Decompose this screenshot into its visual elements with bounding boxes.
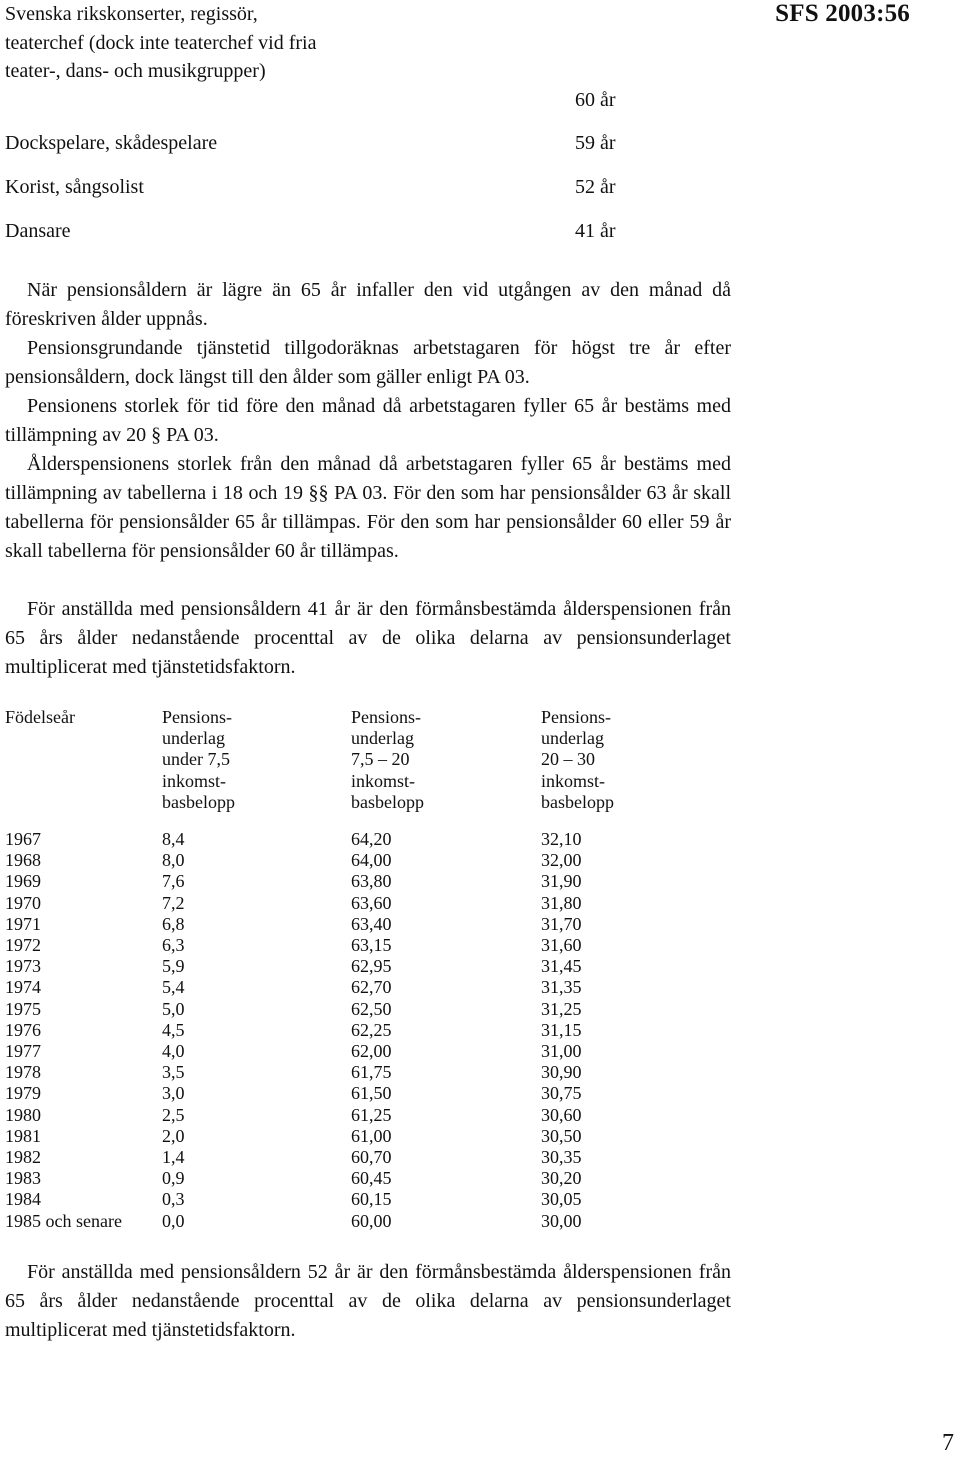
table-cell: 8,4: [162, 829, 185, 849]
table-header-7-5-20: Pensions- underlag 7,5 – 20 inkomst- basbelopp: [351, 707, 424, 812]
page-number: 7: [942, 1430, 954, 1456]
table-cell: 61,25: [351, 1104, 392, 1125]
table-cell: 60,15: [351, 1189, 392, 1210]
table-cell: 31,25: [541, 998, 582, 1019]
table-cell: 30,35: [541, 1147, 582, 1167]
table-cell: 31,15: [541, 1019, 582, 1040]
table-cell: 62,00: [351, 1041, 392, 1061]
table-cell: 30,20: [541, 1168, 582, 1189]
table-cell: 1983: [5, 1168, 41, 1189]
table-cell: 2,5: [162, 1104, 185, 1125]
table-cell: 30,50: [541, 1125, 582, 1146]
table-cell: 5,0: [162, 998, 185, 1019]
table-cell: 31,35: [541, 977, 582, 998]
table-cell: 1974: [5, 977, 41, 998]
occupation-name: Korist, sångsolist: [5, 176, 144, 198]
table-cell: 63,15: [351, 935, 392, 955]
table-cell: 64,00: [351, 850, 392, 871]
table-cell: 31,00: [541, 1041, 582, 1061]
table-cell: 1971: [5, 913, 41, 934]
table-row: [5, 1020, 765, 1041]
table-cell: 6,8: [162, 913, 185, 934]
paragraph-age-52-intro: För anställda med pensionsåldern 52 år är den förmånsbestämda ålderspensionen från 65 års ålder nedanstående procenttal av de olika delarna av pensionsunderlaget multiplicerat med tjänstetidsfaktorn.: [5, 1261, 731, 1341]
table-cell: 1967: [5, 829, 41, 849]
occupation-name: Svenska rikskonserter, regissör, teaterchef (dock inte teaterchef vid fria teater-, dans- och musikgrupper): [5, 3, 317, 83]
table-row: [5, 1105, 765, 1126]
paragraph-age-41-intro: För anställda med pensionsåldern 41 år är den förmånsbestämda ålderspensionen från 65 års ålder nedanstående procenttal av de olika delarna av pensionsunderlaget multiplicerat med tjänstetidsfaktorn.: [5, 598, 731, 678]
table-header-20-30: Pensions- underlag 20 – 30 inkomst- basbelopp: [541, 707, 614, 812]
table-cell: 32,00: [541, 850, 582, 871]
occupation-age: 60 år: [575, 89, 616, 111]
table-cell: 4,5: [162, 1019, 185, 1040]
table-cell: 4,0: [162, 1041, 185, 1061]
table-cell: 31,70: [541, 913, 582, 934]
table-cell: 3,0: [162, 1083, 185, 1104]
table-cell: 1981: [5, 1125, 41, 1146]
table-cell: 5,9: [162, 956, 185, 977]
table-cell: 30,60: [541, 1104, 582, 1125]
table-row: [5, 893, 765, 914]
document-id: SFS 2003:56: [775, 0, 910, 27]
occupation-name: Dansare: [5, 220, 71, 242]
table-row: [5, 1147, 765, 1168]
table-cell: 1984: [5, 1189, 41, 1210]
paragraph-service-time: Pensionsgrundande tjänstetid tillgodoräknas arbetstagaren för högst tre år efter pensionsåldern, dock längst till den ålder som gäller enligt PA 03.: [5, 337, 731, 388]
occupation-age: 41 år: [575, 220, 616, 242]
table-cell: 5,4: [162, 977, 185, 998]
table-cell: 2,0: [162, 1125, 185, 1146]
table-row: [5, 999, 765, 1020]
table-cell: 31,60: [541, 935, 582, 955]
table-row: [5, 1168, 765, 1189]
table-cell: 1976: [5, 1019, 41, 1040]
table-cell: 62,25: [351, 1019, 392, 1040]
table-cell: 62,95: [351, 956, 392, 977]
table-header-birth-year: Födelseår: [5, 707, 75, 727]
table-cell: 1968: [5, 850, 41, 871]
paragraph-pension-from-65: Ålderspensionens storlek från den månad då arbetstagaren fyller 65 år bestäms med tillämpning av tabellerna i 18 och 19 §§ PA 03. För den som har pensionsålder 63 år skall tabellerna för pensionsålder 65 år tillämpas. För den som har pensionsålder 60 eller 59 år skall tabellerna för pensionsålder 60 år tillämpas.: [5, 453, 731, 562]
table-cell: 0,0: [162, 1210, 185, 1231]
occupation-age: 52 år: [575, 176, 616, 198]
table-row: [5, 1083, 765, 1104]
table-cell: 1969: [5, 871, 41, 892]
table-cell: 3,5: [162, 1062, 185, 1083]
table-cell: 31,90: [541, 871, 582, 892]
table-cell: 63,40: [351, 913, 392, 934]
table-cell: 7,2: [162, 892, 185, 913]
table-cell: 1975: [5, 998, 41, 1019]
table-row: [5, 1041, 765, 1062]
table-cell: 31,45: [541, 956, 582, 977]
table-cell: 64,20: [351, 829, 392, 849]
paragraph-retirement-timing: När pensionsåldern är lägre än 65 år infaller den vid utgången av den månad då föreskriven ålder uppnås.: [5, 279, 731, 330]
table-header-under-7-5: Pensions- underlag under 7,5 inkomst- basbelopp: [162, 707, 235, 812]
table-row: [5, 829, 765, 850]
table-row: [5, 977, 765, 998]
table-cell: 61,75: [351, 1062, 392, 1083]
table-cell: 63,60: [351, 892, 392, 913]
table-row: [5, 914, 765, 935]
table-cell: 1985 och senare: [5, 1210, 122, 1231]
table-cell: 61,50: [351, 1083, 392, 1104]
table-cell: 0,3: [162, 1189, 185, 1210]
table-row: [5, 1211, 765, 1232]
occupation-age: 59 år: [575, 132, 616, 154]
table-cell: 1,4: [162, 1147, 185, 1167]
table-cell: 30,05: [541, 1189, 582, 1210]
table-cell: 62,70: [351, 977, 392, 998]
table-cell: 6,3: [162, 935, 185, 955]
table-cell: 63,80: [351, 871, 392, 892]
table-row: [5, 935, 765, 956]
table-cell: 7,6: [162, 871, 185, 892]
table-cell: 0,9: [162, 1168, 185, 1189]
table-row: [5, 956, 765, 977]
table-cell: 31,80: [541, 892, 582, 913]
table-cell: 1978: [5, 1062, 41, 1083]
table-cell: 60,70: [351, 1147, 392, 1167]
table-cell: 1980: [5, 1104, 41, 1125]
table-row: [5, 850, 765, 871]
table-cell: 60,45: [351, 1168, 392, 1189]
table-row: [5, 1189, 765, 1210]
paragraph-pension-before-65: Pensionens storlek för tid före den månad då arbetstagaren fyller 65 år bestäms med tillämpning av 20 § PA 03.: [5, 395, 731, 446]
occupation-name: Dockspelare, skådespelare: [5, 132, 218, 154]
table-cell: 30,00: [541, 1210, 582, 1231]
table-cell: 1977: [5, 1041, 41, 1061]
table-cell: 61,00: [351, 1125, 392, 1146]
table-cell: 1973: [5, 956, 41, 977]
table-cell: 60,00: [351, 1210, 392, 1231]
table-cell: 8,0: [162, 850, 185, 871]
table-cell: 1972: [5, 935, 41, 955]
table-cell: 62,50: [351, 998, 392, 1019]
table-cell: 32,10: [541, 829, 582, 849]
table-cell: 1982: [5, 1147, 41, 1167]
table-row: [5, 1062, 765, 1083]
table-row: [5, 871, 765, 892]
table-cell: 30,90: [541, 1062, 582, 1083]
table-cell: 30,75: [541, 1083, 582, 1104]
table-cell: 1979: [5, 1083, 41, 1104]
table-row: [5, 1126, 765, 1147]
table-cell: 1970: [5, 892, 41, 913]
